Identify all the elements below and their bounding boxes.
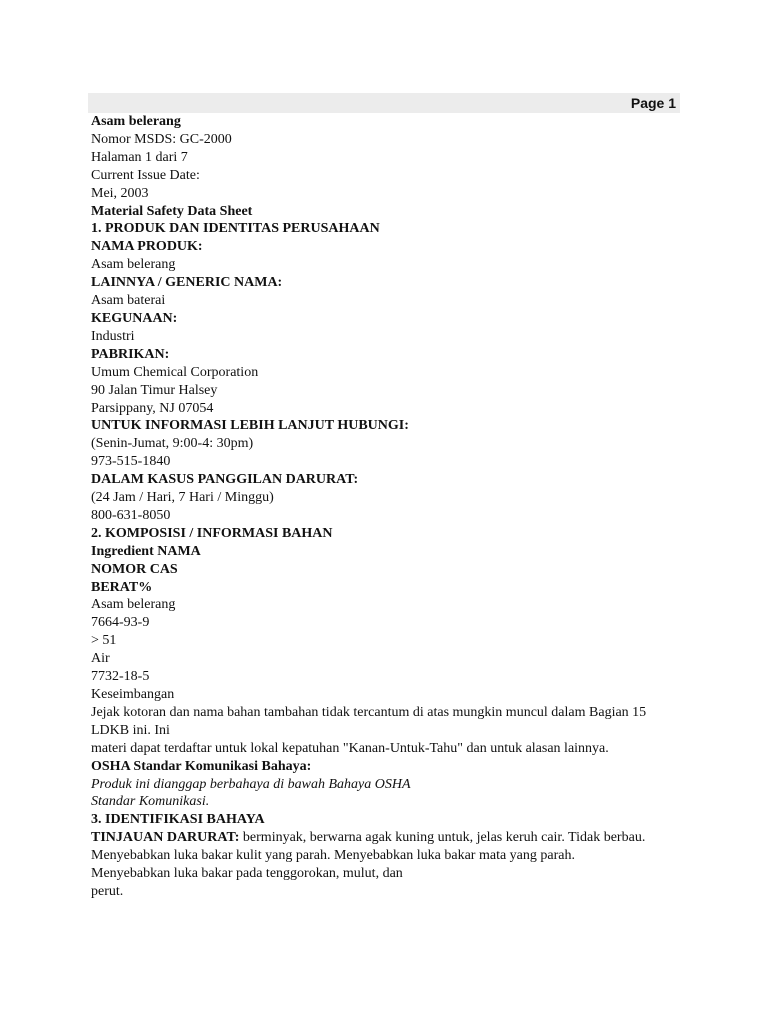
composition-value: Asam belerang [91, 597, 176, 613]
manufacturer-label: PABRIKAN: [91, 346, 170, 362]
usage-value: Industri [91, 328, 135, 344]
issue-date: Mei, 2003 [91, 185, 149, 201]
sheet-title: Material Safety Data Sheet [91, 203, 253, 219]
page-number-label: Page 1 [630, 95, 676, 111]
composition-value: 7732-18-5 [91, 669, 150, 685]
info-contact-phone: 973-515-1840 [91, 454, 171, 470]
manufacturer-name: Umum Chemical Corporation [91, 364, 259, 380]
emergency-hours: (24 Jam / Hari, 7 Hari / Minggu) [91, 490, 274, 506]
emergency-phone: 800-631-8050 [91, 507, 171, 523]
page-header [88, 93, 680, 113]
composition-note: Jejak kotoran dan nama bahan tambahan tidak tercantum di atas mungkin muncul dalam Bagian 15 LDKB ini. Ini [91, 704, 647, 738]
health-effects-continued: Menyebabkan luka bakar pada tenggorokan, mulut, dan [91, 866, 403, 882]
document-body [91, 113, 681, 901]
generic-name-label: LAINNYA / GENERIC NAMA: [91, 275, 283, 291]
weight-column-label: BERAT% [91, 579, 153, 595]
section1-heading: 1. PRODUK DAN IDENTITAS PERUSAHAAN [91, 221, 380, 237]
composition-note-continued: materi dapat terdaftar untuk lokal kepatuhan "Kanan-Untuk-Tahu" dan untuk alasan lainnya. [91, 740, 609, 756]
info-contact-hours: (Senin-Jumat, 9:00-4: 30pm) [91, 436, 254, 452]
issue-date-label: Current Issue Date: [91, 167, 200, 183]
section3-heading: 3. IDENTIFIKASI BAHAYA [91, 812, 265, 828]
emergency-overview [91, 829, 681, 847]
product-title: Asam belerang [91, 114, 181, 129]
health-effects: Menyebabkan luka bakar kulit yang parah. Menyebabkan luka bakar mata yang parah. [91, 848, 575, 864]
composition-value: 7664-93-9 [91, 615, 150, 631]
emergency-overview-text: berminyak, berwarna agak kuning untuk, jelas keruh cair. Tidak berbau. [239, 830, 646, 846]
msds-number: Nomor MSDS: GC-2000 [91, 131, 232, 147]
emergency-label: DALAM KASUS PANGGILAN DARURAT: [91, 472, 359, 488]
composition-value: Air [91, 651, 110, 667]
osha-statement: Produk ini dianggap berbahaya di bawah Bahaya OSHA [91, 776, 411, 792]
emergency-overview-label: TINJAUAN DARURAT: [91, 830, 240, 846]
composition-value: > 51 [91, 633, 117, 649]
usage-label: KEGUNAAN: [91, 310, 178, 326]
cas-column-label: NOMOR CAS [91, 561, 178, 577]
health-effects-end: perut. [91, 883, 124, 899]
page-of-count: Halaman 1 dari 7 [91, 149, 188, 165]
product-name-label: NAMA PRODUK: [91, 239, 203, 255]
section2-heading: 2. KOMPOSISI / INFORMASI BAHAN [91, 525, 333, 541]
manufacturer-city: Parsippany, NJ 07054 [91, 400, 214, 416]
generic-name: Asam baterai [91, 293, 166, 309]
osha-statement-continued: Standar Komunikasi. [91, 794, 210, 810]
info-contact-label: UNTUK INFORMASI LEBIH LANJUT HUBUNGI: [91, 418, 409, 434]
osha-label: OSHA Standar Komunikasi Bahaya: [91, 758, 312, 774]
composition-value: Keseimbangan [91, 687, 175, 702]
product-name: Asam belerang [91, 257, 176, 273]
ingredient-column-label: Ingredient NAMA [91, 543, 201, 559]
manufacturer-street: 90 Jalan Timur Halsey [91, 382, 218, 398]
